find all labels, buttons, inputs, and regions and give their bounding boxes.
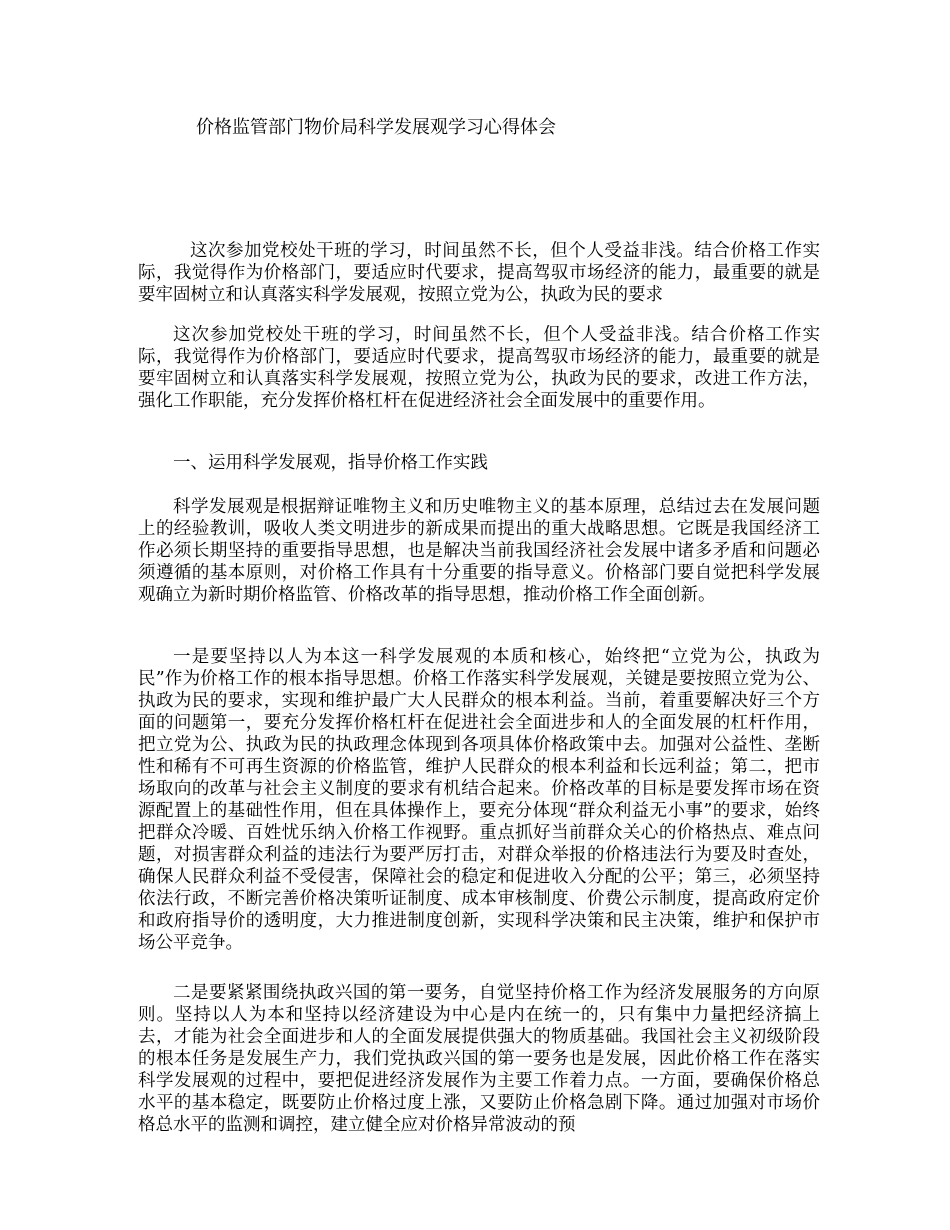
body-paragraph-2: 科学发展观是根据辩证唯物主义和历史唯物主义的基本原理，总结过去在发展问题上的经验教训，吸收人类文明进步的新成果而提出的重大战略思想。它既是我国经济工作必须长期坚持的重要指导思想，也是解决当前我国经济社会发展中诸多矛盾和问题必须遵循的基本原则，对价格工作具有十分重要的指导意义。价格部门要自觉把科学发展观确立为新时期价格监管、价格改革的指导思想，推动价格工作全面创新。 [138,497,820,605]
intro-paragraph: 这次参加党校处干班的学习，时间虽然不长，但个人受益非浅。结合价格工作实际，我觉得作为价格部门，要适应时代要求，提高驾驭市场经济的能力，最重要的就是要牢固树立和认真落实科学发展观，按照立党为公，执政为民的要求 [138,241,820,305]
body-paragraph-3: 一是要坚持以人为本这一科学发展观的本质和核心，始终把“立党为公，执政为民”作为价格工作的根本指导思想。价格工作落实科学发展观，关键是要按照立党为公、执政为民的要求，实现和维护最广大人民群众的根本利益。当前，着重要解决好三个方面的问题第一，要充分发挥价格杠杆在促进社会全面进步和人的全面发展的杠杆作用，把立党为公、执政为民的执政理念体现到各项具体价格政策中去。加强对公益性、垄断性和稀有不可再生资源的价格监管，维护人民群众的根本利益和长远利益；第二，把市场取向的改革与社会主义制度的要求有机结合起来。价格改革的目标是要发挥市场在资源配置上的基础性作用，但在具体操作上，要充分体现“群众利益无小事”的要求，始终把群众冷暖、百姓忧乐纳入价格工作视野。重点抓好当前群众关心的价格热点、难点问题，对损害群众利益的违法行为要严厉打击，对群众举报的价格违法行为要及时查处，确保人民群众利益不受侵害，保障社会的稳定和促进收入分配的公平；第三，必须坚持依法行政，不断完善价格决策听证制度、成本审核制度、价费公示制度，提高政府定价和政府指导价的透明度，大力推进制度创新，实现科学决策和民主决策，维护和保护市场公平竞争。 [138,647,820,953]
body-paragraph-1: 这次参加党校处干班的学习，时间虽然不长，但个人受益非浅。结合价格工作实际，我觉得作为价格部门，要适应时代要求，提高驾驭市场经济的能力，最重要的就是要牢固树立和认真落实科学发展观，按照立党为公，执政为民的要求，改进工作方法，强化工作职能，充分发挥价格杠杆在促进经济社会全面发展中的重要作用。 [138,325,820,411]
body-paragraph-4: 二是要紧紧围绕执政兴国的第一要务，自觉坚持价格工作为经济发展服务的方向原则。坚持以人为本和坚持以经济建设为中心是内在统一的，只有集中力量把经济搞上去，才能为社会全面进步和人的全面发展提供强大的物质基础。我国社会主义初级阶段的根本任务是发展生产力，我们党执政兴国的第一要务也是发展，因此价格工作在落实科学发展观的过程中，要把促进经济发展作为主要工作着力点。一方面，要确保价格总水平的基本稳定，既要防止价格过度上涨，又要防止价格急剧下降。通过加强对市场价格总水平的监测和调控，建立健全应对价格异常波动的预 [138,983,820,1135]
document-title: 价格监管部门物价局科学发展观学习心得体会 [196,117,556,138]
section-heading-1: 一、运用科学发展观，指导价格工作实践 [173,453,488,473]
